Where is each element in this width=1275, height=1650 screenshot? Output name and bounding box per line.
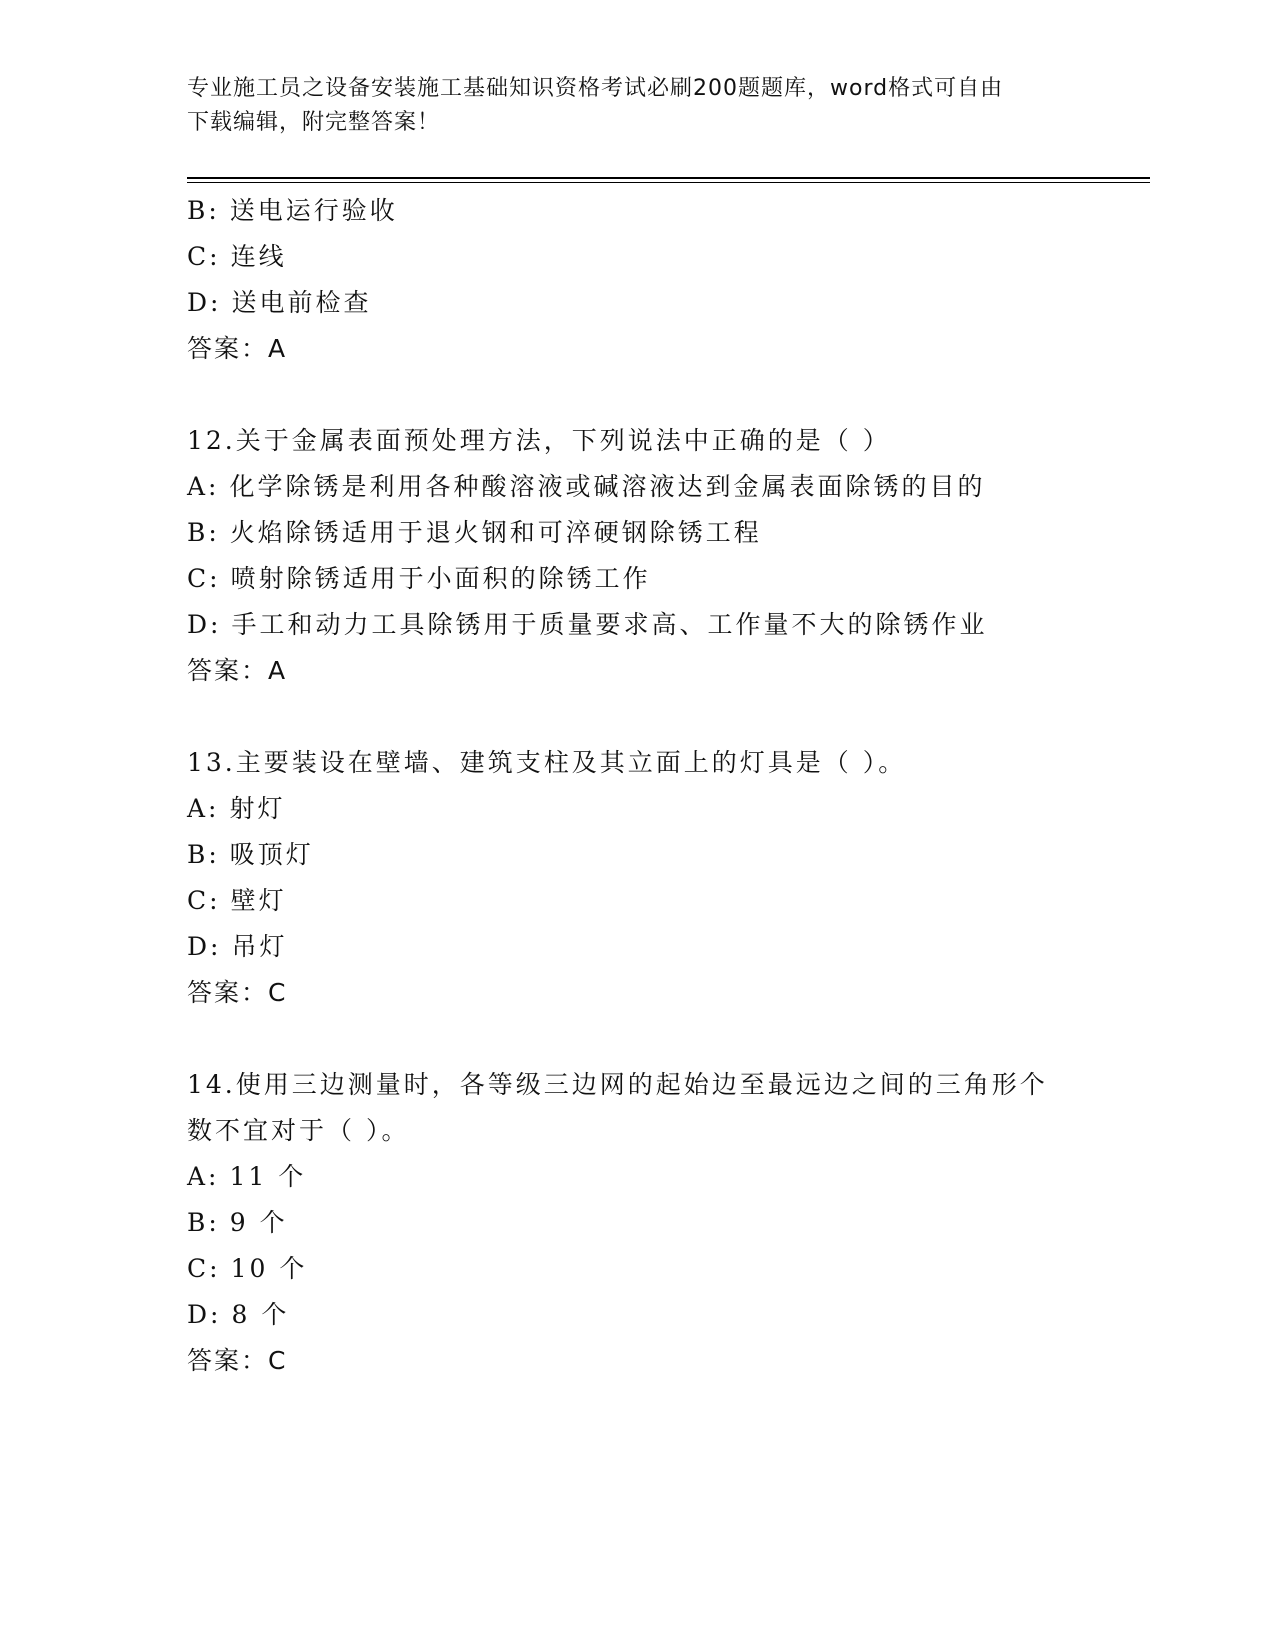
question-13 — [187, 740, 1087, 1016]
option-b: B: 吸顶灯 — [187, 840, 314, 869]
header-line-2: 下载编辑，附完整答案！ — [187, 110, 441, 135]
document-header — [187, 72, 1067, 140]
option-c: C: 10 个 — [187, 1254, 308, 1283]
question-text: 12.关于金属表面预处理方法，下列说法中正确的是（ ） — [187, 426, 891, 455]
answer: 答案：C — [187, 1346, 288, 1375]
option-a: A: 射灯 — [187, 794, 286, 823]
option-c: C: 喷射除锈适用于小面积的除锈工作 — [187, 564, 651, 593]
header-rule-thick — [187, 177, 1150, 179]
question-text-line-1: 14.使用三边测量时，各等级三边网的起始边至最远边之间的三角形个 — [187, 1070, 1048, 1099]
option-b: B: 送电运行验收 — [187, 196, 398, 225]
question-14 — [187, 1062, 1087, 1384]
option-d: D: 8 个 — [187, 1300, 290, 1329]
header-line-1: 专业施工员之设备安装施工基础知识资格考试必刷200题题库，word格式可自由 — [187, 76, 1004, 101]
option-d: D: 送电前检查 — [187, 288, 372, 317]
option-a: A: 化学除锈是利用各种酸溶液或碱溶液达到金属表面除锈的目的 — [187, 472, 986, 501]
answer: 答案：C — [187, 978, 288, 1007]
question-text: 13.主要装设在壁墙、建筑支柱及其立面上的灯具是（ ）。 — [187, 748, 907, 777]
option-b: B: 火焰除锈适用于退火钢和可淬硬钢除锈工程 — [187, 518, 762, 547]
option-a: A: 11 个 — [187, 1162, 307, 1191]
answer: 答案：A — [187, 656, 288, 685]
option-b: B: 9 个 — [187, 1208, 288, 1237]
header-rule-thin — [187, 182, 1150, 183]
question-12 — [187, 418, 1087, 694]
question-11-continued — [187, 188, 1087, 372]
answer: 答案：A — [187, 334, 288, 363]
option-c: C: 连线 — [187, 242, 287, 271]
question-text-line-2: 数不宜对于（ ）。 — [187, 1116, 410, 1145]
question-content — [187, 188, 1087, 1384]
option-d: D: 手工和动力工具除锈用于质量要求高、工作量不大的除锈作业 — [187, 610, 988, 639]
option-d: D: 吊灯 — [187, 932, 288, 961]
option-c: C: 壁灯 — [187, 886, 287, 915]
